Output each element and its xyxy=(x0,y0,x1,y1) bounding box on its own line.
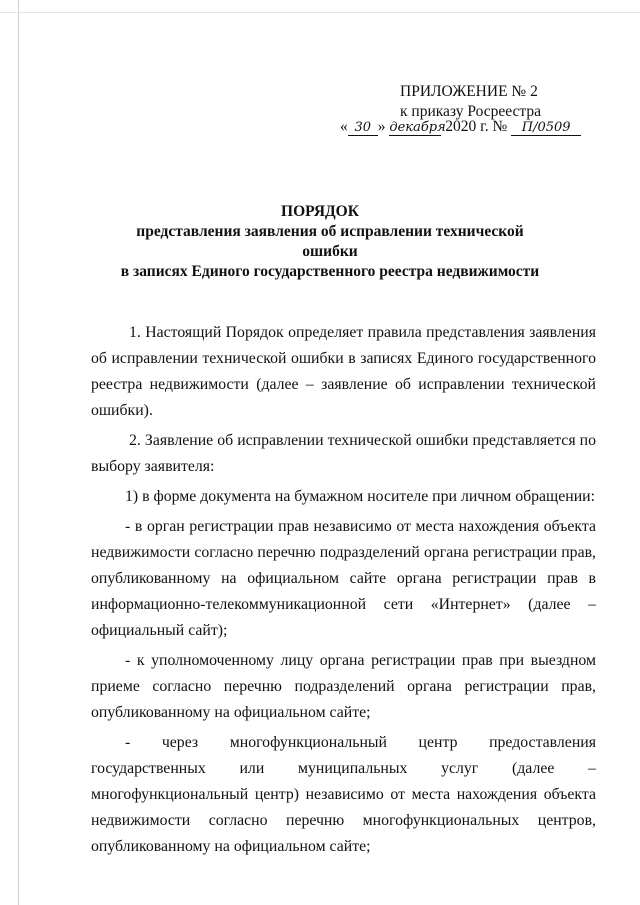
order-number: П/0509 xyxy=(511,120,581,136)
paragraph-2: 2. Заявление об исправлении технической ошибки представляется по выбору заявителя: xyxy=(91,432,596,475)
subtitle-line-2: в записях Единого государственного реестра недвижимости xyxy=(120,263,540,280)
date-close-quote: » xyxy=(377,118,386,135)
date-open-quote: « xyxy=(340,118,348,135)
appendix-title: ПРИЛОЖЕНИЕ № 2 xyxy=(400,83,538,100)
subtitle-line-1: представления заявления об исправлении технической ошибки xyxy=(136,223,524,260)
scan-edge-left xyxy=(18,0,19,905)
date-day: 30 xyxy=(348,120,378,136)
appendix-header xyxy=(400,82,541,122)
date-year: 2020 г. № xyxy=(445,118,508,135)
paragraph-5: - к уполномоченному лицу органа регистрации прав при выездном приеме согласно перечню подразделений органа регистрации прав, опубликованному на официальном сайте; xyxy=(91,652,596,721)
scan-edge-top xyxy=(0,12,640,13)
paragraph-1: 1. Настоящий Порядок определяет правила представления заявления об исправлении технической ошибки в записях Единого государственного реестра недвижимости (далее – заявление об исправлении технической ошибки). xyxy=(91,324,596,419)
order-date-line xyxy=(340,118,581,136)
paragraph-4: - в орган регистрации прав независимо от места нахождения объекта недвижимости согласно перечню подразделений органа регистрации прав, опубликованному на официальном сайте органа регистрации прав в информационно-телекоммуникационной сети «Интернет» (далее – официальный сайт); xyxy=(91,518,596,639)
document-subtitle xyxy=(120,222,540,282)
paragraph-6: - через многофункциональный центр предоставления государственных или муниципальных услуг (далее – многофункциональный центр) независимо от места нахождения объекта недвижимости согласно перечню многофункциональных центров, опубликованному на официальном сайте; xyxy=(91,734,596,855)
document-title: ПОРЯДОК xyxy=(281,203,359,220)
date-month: декабря xyxy=(389,120,446,135)
appendix-reference: к приказу Росреестра xyxy=(400,103,541,120)
paragraph-3: 1) в форме документа на бумажном носителе при личном обращении: xyxy=(125,488,595,505)
document-body xyxy=(91,320,596,864)
